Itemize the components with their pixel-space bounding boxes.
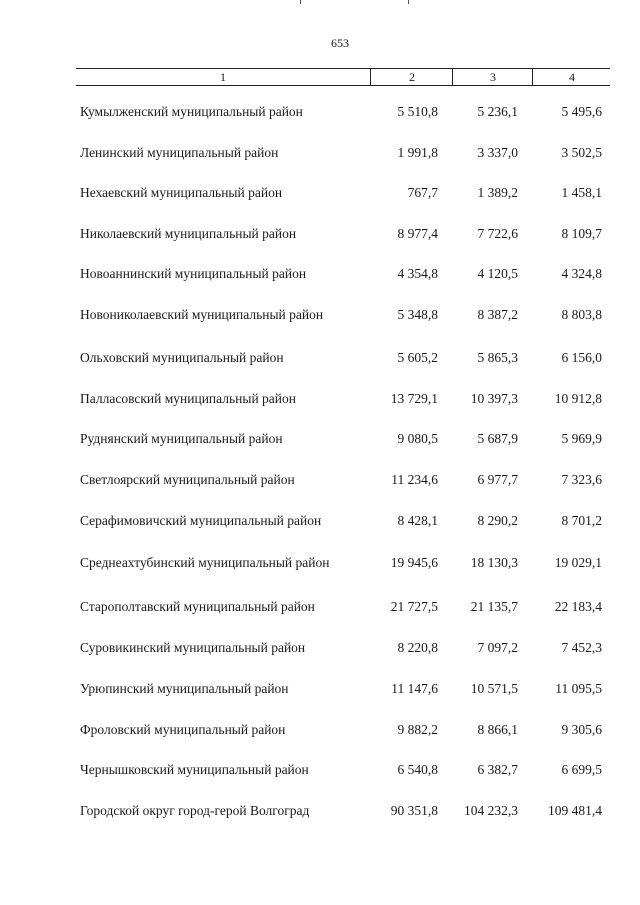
district-name-cell: Фроловский муниципальный район — [80, 722, 286, 737]
table-row — [0, 429, 640, 449]
district-name-cell: Палласовский муниципальный район — [80, 391, 296, 406]
district-name-cell: Нехаевский муниципальный район — [80, 185, 283, 200]
value-col-4-cell: 7 323,6 — [561, 472, 602, 487]
value-col-3-cell: 18 130,3 — [470, 555, 518, 570]
value-col-2-cell: 11 234,6 — [391, 472, 438, 487]
district-name-cell: Светлоярский муниципальный район — [80, 472, 295, 487]
value-col-2-cell: 90 351,8 — [390, 803, 438, 818]
column-header-3: 3 — [452, 69, 533, 85]
value-col-2-cell: 767,7 — [407, 185, 438, 200]
district-name-cell: Урюпинский муниципальный район — [80, 681, 289, 696]
value-col-4-cell: 10 912,8 — [554, 391, 602, 406]
value-col-2-cell: 1 991,8 — [397, 145, 438, 160]
value-col-2-cell: 9 882,2 — [397, 722, 438, 737]
table-header-row — [76, 68, 610, 86]
value-col-3-cell: 10 397,3 — [470, 391, 518, 406]
table-row — [0, 511, 640, 531]
value-col-4-cell: 8 803,8 — [561, 307, 602, 322]
value-col-3-cell: 7 722,6 — [477, 226, 518, 241]
value-col-3-cell: 5 687,9 — [477, 431, 518, 446]
table-row — [0, 305, 640, 325]
value-col-3-cell: 21 135,7 — [470, 599, 518, 614]
value-col-4-cell: 11 095,5 — [555, 681, 602, 696]
value-col-3-cell: 8 866,1 — [477, 722, 518, 737]
district-name-cell: Руднянский муниципальный район — [80, 431, 283, 446]
value-col-2-cell: 5 605,2 — [397, 350, 438, 365]
table-row — [0, 553, 640, 573]
value-col-4-cell: 4 324,8 — [561, 266, 602, 281]
value-col-4-cell: 8 109,7 — [561, 226, 602, 241]
value-col-4-cell: 19 029,1 — [554, 555, 602, 570]
value-col-3-cell: 5 236,1 — [477, 104, 518, 119]
district-name-cell: Николаевский муниципальный район — [80, 226, 297, 241]
district-name-cell: Новониколаевский муниципальный район — [80, 307, 324, 322]
column-header-4: 4 — [532, 69, 611, 85]
table-row — [0, 470, 640, 490]
table-row — [0, 679, 640, 699]
table-row — [0, 102, 640, 122]
value-col-4-cell: 7 452,3 — [561, 640, 602, 655]
table-row — [0, 389, 640, 409]
value-col-4-cell: 1 458,1 — [561, 185, 602, 200]
value-col-2-cell: 4 354,8 — [397, 266, 438, 281]
value-col-3-cell: 1 389,2 — [477, 185, 518, 200]
value-col-3-cell: 104 232,3 — [464, 803, 518, 818]
value-col-2-cell: 6 540,8 — [397, 762, 438, 777]
value-col-4-cell: 22 183,4 — [554, 599, 602, 614]
district-name-cell: Суровикинский муниципальный район — [80, 640, 306, 655]
value-col-2-cell: 21 727,5 — [390, 599, 438, 614]
table-row — [0, 143, 640, 163]
value-col-3-cell: 3 337,0 — [477, 145, 518, 160]
table-row — [0, 638, 640, 658]
value-col-3-cell: 10 571,5 — [470, 681, 518, 696]
value-col-4-cell: 6 156,0 — [561, 350, 602, 365]
value-col-2-cell: 5 348,8 — [397, 307, 438, 322]
value-col-2-cell: 8 977,4 — [397, 226, 438, 241]
value-col-3-cell: 4 120,5 — [477, 266, 518, 281]
column-header-1: 1 — [220, 70, 226, 84]
district-name-cell: Среднеахтубинский муниципальный район — [80, 555, 330, 570]
value-col-3-cell: 6 382,7 — [477, 762, 518, 777]
value-col-2-cell: 8 428,1 — [397, 513, 438, 528]
district-name-cell: Серафимовичский муниципальный район — [80, 513, 322, 528]
table-row — [0, 348, 640, 368]
table-row — [0, 264, 640, 284]
scan-edge-marks — [300, 0, 430, 4]
value-col-2-cell: 13 729,1 — [390, 391, 438, 406]
table-row — [0, 597, 640, 617]
value-col-2-cell: 11 147,6 — [391, 681, 438, 696]
district-name-cell: Старополтавский муниципальный район — [80, 599, 315, 614]
value-col-3-cell: 5 865,3 — [477, 350, 518, 365]
value-col-4-cell: 5 495,6 — [561, 104, 602, 119]
value-col-4-cell: 9 305,6 — [561, 722, 602, 737]
value-col-3-cell: 8 387,2 — [477, 307, 518, 322]
table-row — [0, 224, 640, 244]
value-col-4-cell: 109 481,4 — [548, 803, 602, 818]
value-col-4-cell: 5 969,9 — [561, 431, 602, 446]
table-row — [0, 801, 640, 821]
value-col-2-cell: 19 945,6 — [390, 555, 438, 570]
district-name-cell: Чернышковский муниципальный район — [80, 762, 309, 777]
table-row — [0, 760, 640, 780]
table-row — [0, 720, 640, 740]
district-name-cell: Ольховский муниципальный район — [80, 350, 284, 365]
value-col-3-cell: 6 977,7 — [477, 472, 518, 487]
column-header-2: 2 — [370, 69, 453, 85]
page-number: 653 — [331, 36, 349, 50]
value-col-3-cell: 7 097,2 — [477, 640, 518, 655]
district-name-cell: Новоаннинский муниципальный район — [80, 266, 307, 281]
value-col-4-cell: 6 699,5 — [561, 762, 602, 777]
district-name-cell: Городской округ город-герой Волгоград — [80, 803, 310, 818]
district-name-cell: Кумылженский муниципальный район — [80, 104, 303, 119]
value-col-2-cell: 8 220,8 — [397, 640, 438, 655]
value-col-3-cell: 8 290,2 — [477, 513, 518, 528]
value-col-4-cell: 8 701,2 — [561, 513, 602, 528]
value-col-2-cell: 5 510,8 — [397, 104, 438, 119]
value-col-4-cell: 3 502,5 — [561, 145, 602, 160]
value-col-2-cell: 9 080,5 — [397, 431, 438, 446]
table-row — [0, 183, 640, 203]
district-name-cell: Ленинский муниципальный район — [80, 145, 279, 160]
